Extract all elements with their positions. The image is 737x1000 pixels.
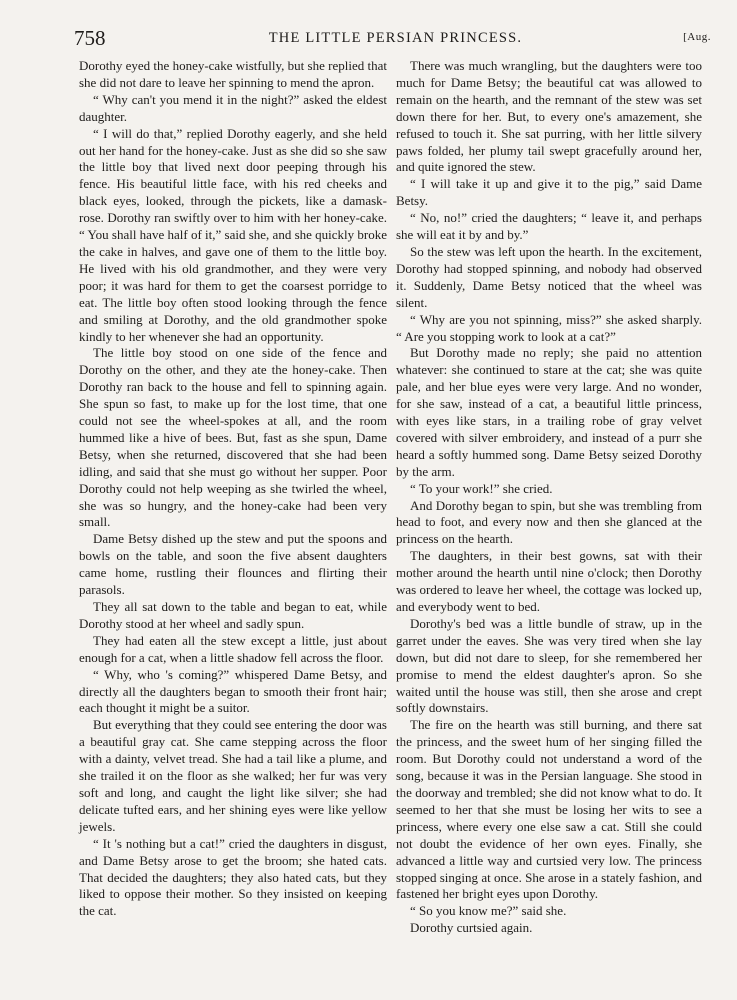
page-header xyxy=(74,26,717,50)
left-column xyxy=(79,58,387,920)
paragraph: And Dorothy began to spin, but she was trembling from head to foot, and every now and then she glanced at the princess on the hearth. xyxy=(396,497,702,547)
paragraph: But Dorothy made no reply; she paid no attention whatever: she continued to stare at the cat; she was quite pale, and her blue eyes were very large. And no wonder, for she saw, instead of a cat, a beautiful little princess, with eyes like stars, in a trailing robe of gray velvet covered with silver embroidery, and instead of a purr she heard a softly hummed song. Dame Betsy seized Dorothy by the arm. xyxy=(396,345,702,479)
paragraph: The fire on the hearth was still burning, and there sat the princess, and the sweet hum of her singing filled the room. But Dorothy could not understand a word of the song, because it was in the Persian language. She stood in the doorway and trembled; she did not know what to do. It seemed to her that she must be losing her wits to see a princess, where every one else saw a cat. Still she could not doubt the evidence of her own eyes. Finally, she advanced a little way and curtsied very low. The princess stopped singing at once. She arose in a stately fashion, and fastened her bright eyes upon Dorothy. xyxy=(396,717,702,902)
paragraph: “ Why are you not spinning, miss?” she asked sharply. “ Are you stopping work to look at a cat?” xyxy=(396,311,702,344)
paragraph: Dorothy curtsied again. xyxy=(410,920,533,936)
issue-month: [Aug. xyxy=(683,31,711,43)
paragraph: Dorothy eyed the honey-cake wistfully, but she replied that she did not dare to leave her spinning to mend the apron. xyxy=(79,58,387,90)
page-number: 758 xyxy=(74,26,106,50)
paragraph: They had eaten all the stew except a little, just about enough for a cat, when a little shadow fell across the floor. xyxy=(79,632,387,665)
paragraph: There was much wrangling, but the daughters were too much for Dame Betsy; the beautiful cat was allowed to remain on the hearth, and the remnant of the stew was set down there for her. But, to every one's amazement, she refused to touch it. She sat purring, with her little silvery paws folded, her plumy tail swept gracefully around her, and quite ignored the stew. xyxy=(396,58,702,175)
paragraph: Dorothy's bed was a little bundle of straw, up in the garret under the eaves. She was very tired when she lay down, but did not dare to sleep, for she remembered her promise to mend the eldest daughter's apron. So she waited until the house was still, then she arose and crept softly downstairs. xyxy=(396,615,702,716)
paragraph: So the stew was left upon the hearth. In the excitement, Dorothy had stopped spinning, and nobody had observed it. Suddenly, Dame Betsy noticed that the wheel was silent. xyxy=(396,243,702,310)
paragraph: “ I will do that,” replied Dorothy eagerly, and she held out her hand for the honey-cake. Just as she did so she saw the little boy that lived next door peeping through his fence. His beautiful little face, with his red cheeks and black eyes, looked, through the pickets, like a damask-rose. Dorothy ran swiftly over to him with her honey-cake. “ You shall have half of it,” said she, and she quickly broke the cake in halves, and gave one of them to the little boy. He lived with his old grandmother, and they were very poor; it was hard for them to get the coarsest porridge to eat. The little boy often stood looking through the fence and smiling at Dorothy, and the old grandmother spoke kindly to her whenever she had an opportunity. xyxy=(79,125,387,344)
paragraph: “ It 's nothing but a cat!” cried the daughters in disgust, and Dame Betsy arose to get the broom; she hated cats. That decided the daughters; they also hated cats, but they liked to oppose their mother. So they insisted on keeping the cat. xyxy=(79,835,387,919)
paragraph: “ I will take it up and give it to the pig,” said Dame Betsy. xyxy=(396,176,702,209)
paragraph: “ No, no!” cried the daughters; “ leave it, and perhaps she will eat it by and by.” xyxy=(396,210,702,243)
paragraph: But everything that they could see entering the door was a beautiful gray cat. She came stepping across the floor with a dainty, velvet tread. She had a tail like a plume, and she trailed it on the floor as she walked; her fur was very soft and long, and caught the light like silver; she had delicate tufted ears, and her shining eyes were like yellow jewels. xyxy=(79,717,387,834)
paragraph: They all sat down to the table and began to eat, while Dorothy stood at her wheel and sadly spun. xyxy=(79,599,387,631)
paragraph: “ Why can't you mend it in the night?” asked the eldest daughter. xyxy=(79,91,387,124)
paragraph: The little boy stood on one side of the fence and Dorothy on the other, and they ate the honey-cake. Then Dorothy ran back to the house and fell to spinning again. She spun so fast, to make up for the lost time, that one could not see the wheel-spokes at all, and the room hummed like a hive of bees. But, fast as she spun, Dame Betsy, when she returned, discovered that she had been idling, and said that she must go without her supper. Poor Dorothy could not help weeping as she twirled the wheel, she was so hungry, and the honey-cake had been very small. xyxy=(79,345,387,530)
right-column xyxy=(396,58,702,937)
paragraph: The daughters, in their best gowns, sat with their mother around the hearth until nine o'clock; then Dorothy was ordered to leave her wheel, the cottage was locked up, and everybody went to bed. xyxy=(396,548,702,614)
running-title: THE LITTLE PERSIAN PRINCESS. xyxy=(268,30,523,46)
paragraph: “ Why, who 's coming?” whispered Dame Betsy, and directly all the daughters began to smooth their front hair; each thought it might be a suitor. xyxy=(79,666,387,716)
paragraph: “ So you know me?” said she. xyxy=(410,903,567,919)
paragraph: “ To your work!” she cried. xyxy=(410,480,553,496)
paragraph: Dame Betsy dished up the stew and put the spoons and bowls on the table, and soon the five absent daughters came home, rustling their flounces and flirting their parasols. xyxy=(79,531,387,598)
